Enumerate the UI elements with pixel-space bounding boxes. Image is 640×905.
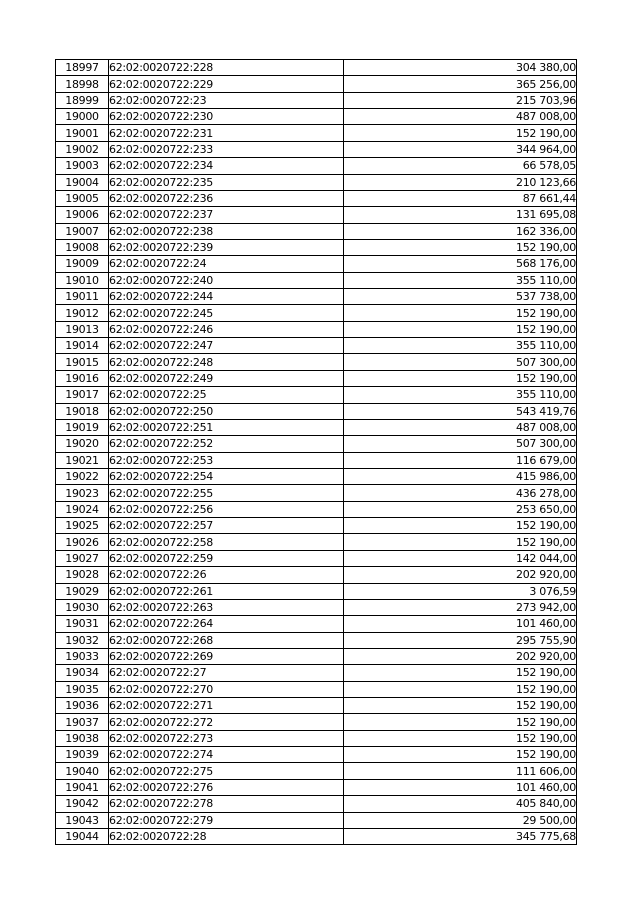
cadastral-value-cell: 507 300,00 xyxy=(344,354,577,370)
cadastral-number-cell: 62:02:0020722:268 xyxy=(109,632,344,648)
row-number-cell: 18999 xyxy=(56,92,109,108)
cadastral-number-cell: 62:02:0020722:25 xyxy=(109,387,344,403)
cadastral-value-cell: 111 606,00 xyxy=(344,763,577,779)
cadastral-value-cell: 152 190,00 xyxy=(344,534,577,550)
cadastral-number-cell: 62:02:0020722:271 xyxy=(109,698,344,714)
cadastral-value-cell: 152 190,00 xyxy=(344,239,577,255)
cadastral-value-cell: 29 500,00 xyxy=(344,812,577,828)
row-number-cell: 19025 xyxy=(56,518,109,534)
cadastral-value-cell: 152 190,00 xyxy=(344,305,577,321)
table-row xyxy=(56,305,577,321)
cadastral-value-cell: 162 336,00 xyxy=(344,223,577,239)
table-row xyxy=(56,583,577,599)
cadastral-value-cell: 365 256,00 xyxy=(344,76,577,92)
cadastral-value-cell: 304 380,00 xyxy=(344,60,577,76)
table-row xyxy=(56,158,577,174)
row-number-cell: 19003 xyxy=(56,158,109,174)
row-number-cell: 19016 xyxy=(56,370,109,386)
cadastral-value-cell: 101 460,00 xyxy=(344,779,577,795)
cadastral-number-cell: 62:02:0020722:250 xyxy=(109,403,344,419)
cadastral-number-cell: 62:02:0020722:249 xyxy=(109,370,344,386)
cadastral-number-cell: 62:02:0020722:239 xyxy=(109,239,344,255)
table-row xyxy=(56,518,577,534)
row-number-cell: 18998 xyxy=(56,76,109,92)
cadastral-number-cell: 62:02:0020722:259 xyxy=(109,550,344,566)
table-row xyxy=(56,681,577,697)
row-number-cell: 19042 xyxy=(56,796,109,812)
cadastral-number-cell: 62:02:0020722:26 xyxy=(109,567,344,583)
cadastral-number-cell: 62:02:0020722:261 xyxy=(109,583,344,599)
row-number-cell: 19013 xyxy=(56,321,109,337)
cadastral-number-cell: 62:02:0020722:263 xyxy=(109,599,344,615)
table-row xyxy=(56,419,577,435)
cadastral-value-cell: 202 920,00 xyxy=(344,567,577,583)
row-number-cell: 19024 xyxy=(56,501,109,517)
cadastral-number-cell: 62:02:0020722:275 xyxy=(109,763,344,779)
cadastral-value-cell: 295 755,90 xyxy=(344,632,577,648)
row-number-cell: 19004 xyxy=(56,174,109,190)
cadastral-number-cell: 62:02:0020722:234 xyxy=(109,158,344,174)
table-row xyxy=(56,354,577,370)
cadastral-number-cell: 62:02:0020722:244 xyxy=(109,289,344,305)
cadastral-number-cell: 62:02:0020722:276 xyxy=(109,779,344,795)
cadastral-value-cell: 487 008,00 xyxy=(344,419,577,435)
cadastral-value-cell: 210 123,66 xyxy=(344,174,577,190)
cadastral-value-cell: 152 190,00 xyxy=(344,698,577,714)
cadastral-number-cell: 62:02:0020722:254 xyxy=(109,468,344,484)
cadastral-value-cell: 152 190,00 xyxy=(344,370,577,386)
cadastral-number-cell: 62:02:0020722:246 xyxy=(109,321,344,337)
cadastral-value-table xyxy=(55,59,577,845)
row-number-cell: 19015 xyxy=(56,354,109,370)
row-number-cell: 19037 xyxy=(56,714,109,730)
cadastral-number-cell: 62:02:0020722:27 xyxy=(109,665,344,681)
cadastral-number-cell: 62:02:0020722:258 xyxy=(109,534,344,550)
cadastral-value-cell: 345 775,68 xyxy=(344,828,577,844)
table-row xyxy=(56,60,577,76)
cadastral-value-cell: 3 076,59 xyxy=(344,583,577,599)
table-row xyxy=(56,321,577,337)
cadastral-number-cell: 62:02:0020722:251 xyxy=(109,419,344,435)
row-number-cell: 19006 xyxy=(56,207,109,223)
table-row xyxy=(56,338,577,354)
table-row xyxy=(56,76,577,92)
table-row xyxy=(56,632,577,648)
cadastral-value-cell: 152 190,00 xyxy=(344,518,577,534)
table-row xyxy=(56,174,577,190)
cadastral-value-cell: 415 986,00 xyxy=(344,468,577,484)
table-row xyxy=(56,747,577,763)
row-number-cell: 19028 xyxy=(56,567,109,583)
table-row xyxy=(56,207,577,223)
table-row xyxy=(56,452,577,468)
row-number-cell: 19027 xyxy=(56,550,109,566)
table-row xyxy=(56,665,577,681)
table-row xyxy=(56,125,577,141)
cadastral-value-cell: 152 190,00 xyxy=(344,125,577,141)
cadastral-value-cell: 355 110,00 xyxy=(344,387,577,403)
table-row xyxy=(56,567,577,583)
cadastral-value-cell: 543 419,76 xyxy=(344,403,577,419)
cadastral-number-cell: 62:02:0020722:228 xyxy=(109,60,344,76)
cadastral-number-cell: 62:02:0020722:253 xyxy=(109,452,344,468)
table-body xyxy=(56,60,577,845)
table-row xyxy=(56,599,577,615)
row-number-cell: 19018 xyxy=(56,403,109,419)
row-number-cell: 19034 xyxy=(56,665,109,681)
cadastral-number-cell: 62:02:0020722:238 xyxy=(109,223,344,239)
cadastral-number-cell: 62:02:0020722:24 xyxy=(109,256,344,272)
cadastral-value-cell: 273 942,00 xyxy=(344,599,577,615)
table-row xyxy=(56,109,577,125)
row-number-cell: 19014 xyxy=(56,338,109,354)
table-row xyxy=(56,714,577,730)
row-number-cell: 19007 xyxy=(56,223,109,239)
table-row xyxy=(56,141,577,157)
row-number-cell: 19009 xyxy=(56,256,109,272)
table-row xyxy=(56,272,577,288)
table-row xyxy=(56,289,577,305)
row-number-cell: 19043 xyxy=(56,812,109,828)
table-row xyxy=(56,616,577,632)
cadastral-value-cell: 142 044,00 xyxy=(344,550,577,566)
table-row xyxy=(56,92,577,108)
row-number-cell: 19002 xyxy=(56,141,109,157)
cadastral-number-cell: 62:02:0020722:237 xyxy=(109,207,344,223)
cadastral-number-cell: 62:02:0020722:229 xyxy=(109,76,344,92)
cadastral-number-cell: 62:02:0020722:235 xyxy=(109,174,344,190)
row-number-cell: 19020 xyxy=(56,436,109,452)
row-number-cell: 19008 xyxy=(56,239,109,255)
cadastral-value-cell: 131 695,08 xyxy=(344,207,577,223)
row-number-cell: 19030 xyxy=(56,599,109,615)
cadastral-number-cell: 62:02:0020722:255 xyxy=(109,485,344,501)
row-number-cell: 19010 xyxy=(56,272,109,288)
cadastral-number-cell: 62:02:0020722:272 xyxy=(109,714,344,730)
table-row xyxy=(56,239,577,255)
cadastral-number-cell: 62:02:0020722:247 xyxy=(109,338,344,354)
row-number-cell: 19026 xyxy=(56,534,109,550)
cadastral-number-cell: 62:02:0020722:273 xyxy=(109,730,344,746)
table-row xyxy=(56,223,577,239)
row-number-cell: 19040 xyxy=(56,763,109,779)
cadastral-value-cell: 152 190,00 xyxy=(344,714,577,730)
cadastral-value-cell: 355 110,00 xyxy=(344,272,577,288)
cadastral-number-cell: 62:02:0020722:269 xyxy=(109,648,344,664)
cadastral-value-cell: 152 190,00 xyxy=(344,681,577,697)
row-number-cell: 19011 xyxy=(56,289,109,305)
table-row xyxy=(56,387,577,403)
cadastral-number-cell: 62:02:0020722:270 xyxy=(109,681,344,697)
row-number-cell: 19031 xyxy=(56,616,109,632)
row-number-cell: 19033 xyxy=(56,648,109,664)
cadastral-number-cell: 62:02:0020722:264 xyxy=(109,616,344,632)
row-number-cell: 19005 xyxy=(56,190,109,206)
cadastral-value-cell: 202 920,00 xyxy=(344,648,577,664)
row-number-cell: 18997 xyxy=(56,60,109,76)
table-row xyxy=(56,550,577,566)
cadastral-value-cell: 253 650,00 xyxy=(344,501,577,517)
row-number-cell: 19039 xyxy=(56,747,109,763)
row-number-cell: 19022 xyxy=(56,468,109,484)
cadastral-value-cell: 152 190,00 xyxy=(344,747,577,763)
cadastral-number-cell: 62:02:0020722:240 xyxy=(109,272,344,288)
row-number-cell: 19044 xyxy=(56,828,109,844)
cadastral-value-cell: 116 679,00 xyxy=(344,452,577,468)
table-row xyxy=(56,485,577,501)
cadastral-number-cell: 62:02:0020722:274 xyxy=(109,747,344,763)
cadastral-number-cell: 62:02:0020722:23 xyxy=(109,92,344,108)
cadastral-number-cell: 62:02:0020722:245 xyxy=(109,305,344,321)
row-number-cell: 19036 xyxy=(56,698,109,714)
cadastral-number-cell: 62:02:0020722:279 xyxy=(109,812,344,828)
cadastral-number-cell: 62:02:0020722:278 xyxy=(109,796,344,812)
cadastral-value-cell: 355 110,00 xyxy=(344,338,577,354)
table-row xyxy=(56,796,577,812)
row-number-cell: 19041 xyxy=(56,779,109,795)
row-number-cell: 19029 xyxy=(56,583,109,599)
cadastral-value-cell: 152 190,00 xyxy=(344,665,577,681)
cadastral-value-cell: 568 176,00 xyxy=(344,256,577,272)
cadastral-value-cell: 507 300,00 xyxy=(344,436,577,452)
cadastral-number-cell: 62:02:0020722:28 xyxy=(109,828,344,844)
cadastral-number-cell: 62:02:0020722:231 xyxy=(109,125,344,141)
table-row xyxy=(56,779,577,795)
cadastral-value-cell: 436 278,00 xyxy=(344,485,577,501)
row-number-cell: 19035 xyxy=(56,681,109,697)
table-row xyxy=(56,370,577,386)
cadastral-number-cell: 62:02:0020722:248 xyxy=(109,354,344,370)
table-row xyxy=(56,190,577,206)
table-row xyxy=(56,256,577,272)
table-row xyxy=(56,468,577,484)
cadastral-value-cell: 66 578,05 xyxy=(344,158,577,174)
row-number-cell: 19017 xyxy=(56,387,109,403)
cadastral-value-cell: 87 661,44 xyxy=(344,190,577,206)
row-number-cell: 19021 xyxy=(56,452,109,468)
table-row xyxy=(56,436,577,452)
cadastral-number-cell: 62:02:0020722:236 xyxy=(109,190,344,206)
row-number-cell: 19032 xyxy=(56,632,109,648)
table-row xyxy=(56,648,577,664)
row-number-cell: 19038 xyxy=(56,730,109,746)
cadastral-value-cell: 405 840,00 xyxy=(344,796,577,812)
cadastral-value-cell: 215 703,96 xyxy=(344,92,577,108)
row-number-cell: 19023 xyxy=(56,485,109,501)
cadastral-number-cell: 62:02:0020722:233 xyxy=(109,141,344,157)
table-row xyxy=(56,403,577,419)
cadastral-value-cell: 487 008,00 xyxy=(344,109,577,125)
cadastral-number-cell: 62:02:0020722:252 xyxy=(109,436,344,452)
table-row xyxy=(56,534,577,550)
cadastral-value-cell: 537 738,00 xyxy=(344,289,577,305)
cadastral-value-cell: 152 190,00 xyxy=(344,321,577,337)
document-page xyxy=(55,59,577,845)
cadastral-value-cell: 101 460,00 xyxy=(344,616,577,632)
cadastral-value-cell: 152 190,00 xyxy=(344,730,577,746)
row-number-cell: 19000 xyxy=(56,109,109,125)
table-row xyxy=(56,828,577,844)
cadastral-number-cell: 62:02:0020722:257 xyxy=(109,518,344,534)
table-row xyxy=(56,730,577,746)
row-number-cell: 19001 xyxy=(56,125,109,141)
table-row xyxy=(56,501,577,517)
row-number-cell: 19012 xyxy=(56,305,109,321)
cadastral-number-cell: 62:02:0020722:256 xyxy=(109,501,344,517)
cadastral-number-cell: 62:02:0020722:230 xyxy=(109,109,344,125)
cadastral-value-cell: 344 964,00 xyxy=(344,141,577,157)
table-row xyxy=(56,812,577,828)
row-number-cell: 19019 xyxy=(56,419,109,435)
table-row xyxy=(56,698,577,714)
table-row xyxy=(56,763,577,779)
